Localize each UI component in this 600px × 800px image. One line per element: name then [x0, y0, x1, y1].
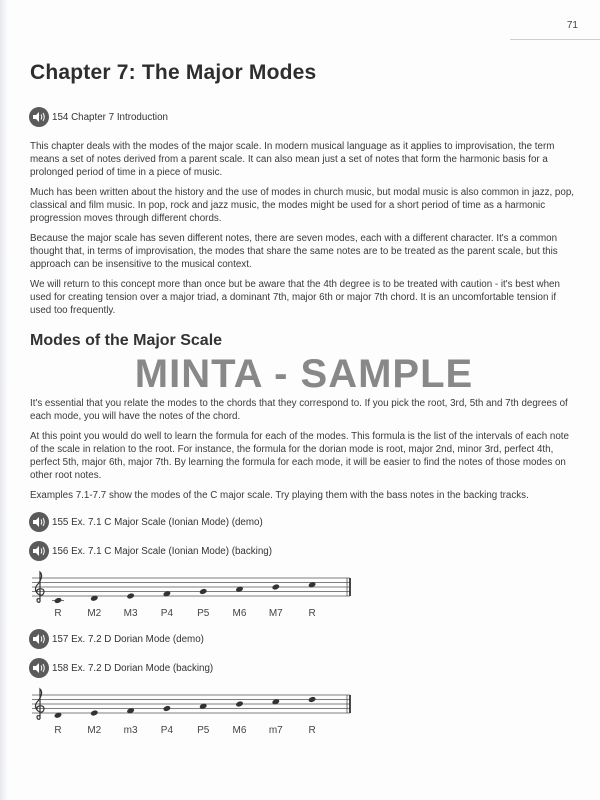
interval-label: R — [54, 725, 62, 736]
chapter-title: Chapter 7: The Major Modes — [30, 61, 317, 84]
watermark: MINTA - SAMPLE — [134, 352, 474, 396]
interval-label: m3 — [123, 725, 138, 736]
audio-track-label: 156 Ex. 7.1 C Major Scale (Ionian Mode) (backing) — [52, 545, 272, 557]
interval-label: P4 — [160, 608, 174, 619]
music-staff-c-ionian — [28, 568, 358, 622]
audio-track-155[interactable] — [29, 511, 578, 533]
interval-label: M6 — [232, 725, 247, 736]
audio-track-label: 155 Ex. 7.1 C Major Scale (Ionian Mode) (demo) — [52, 516, 263, 528]
interval-label: M2 — [87, 725, 102, 736]
note-head — [272, 584, 280, 591]
header-rule — [510, 39, 600, 40]
paragraph: This chapter deals with the modes of the major scale. In modern musical language as it applies to improvisation, the term means a set of notes derived from a parent scale. It can also mean just a set of notes that form the harmonic basis for a prolonged period of time in a piece of music. — [30, 141, 555, 178]
note-head — [126, 593, 134, 600]
paragraph: Because the major scale has seven different notes, there are seven modes, each with a different character. It's a common thought that, in terms of improvisation, the modes that share the same notes are to be treated as the parent scale, but this approach can be insensitive to the musical context. — [30, 233, 558, 270]
note-head — [235, 701, 243, 708]
note-head — [199, 588, 207, 595]
interval-label: M6 — [232, 608, 247, 619]
interval-label: P5 — [197, 725, 210, 736]
interval-label: M3 — [123, 608, 138, 619]
note-head — [90, 710, 98, 717]
music-staff-d-dorian — [28, 685, 358, 739]
note-head — [308, 696, 316, 703]
note-head — [54, 597, 62, 604]
interval-label: R — [308, 725, 316, 736]
audio-track-label: 157 Ex. 7.2 D Dorian Mode (demo) — [52, 633, 204, 645]
speaker-icon — [29, 541, 49, 561]
section-title: Modes of the Major Scale — [30, 332, 223, 349]
speaker-icon — [29, 629, 49, 649]
audio-track-158[interactable] — [29, 657, 578, 679]
paragraph: We will return to this concept more than once but be aware that the 4th degree is to be treated with caution - it's best when used for creating tension over a major triad, a dominant 7th, major 6th or major 7th chord. It is an uncomfortable tension if used too frequently. — [30, 279, 560, 316]
interval-label: R — [308, 608, 316, 619]
paragraph: Much has been written about the history and the use of modes in church music, but modal music is also common in jazz, pop, classical and film music. In pop, rock and jazz music, the modes might be used for a short period of time as a harmonic progression moves through different chords. — [30, 187, 574, 224]
audio-track-label: 158 Ex. 7.2 D Dorian Mode (backing) — [52, 662, 214, 674]
audio-track-154[interactable] — [29, 106, 578, 128]
speaker-icon — [29, 107, 49, 127]
paragraph: At this point you would do well to learn the formula for each of the modes. This formula is the list of the intervals of each note of the scale in relation to the root. For instance, the formula for the dorian mode is root, major 2nd, minor 3rd, perfect 4th, perfect 5th, major 6th, major 7th. By learning the formula for each mode, it will be easier to find the notes of those modes on other root notes. — [30, 431, 569, 481]
note-head — [163, 705, 171, 712]
page-number: 71 — [566, 20, 578, 31]
audio-track-label: 154 Chapter 7 Introduction — [52, 111, 169, 123]
audio-track-156[interactable] — [29, 540, 578, 562]
audio-track-157[interactable] — [29, 628, 578, 650]
interval-label: P5 — [197, 608, 210, 619]
interval-label: R — [54, 608, 62, 619]
interval-label: P4 — [160, 725, 174, 736]
paragraph: Examples 7.1-7.7 show the modes of the C major scale. Try playing them with the bass notes in the backing tracks. — [30, 490, 529, 501]
speaker-icon — [29, 658, 49, 678]
interval-label: M2 — [87, 608, 102, 619]
speaker-icon — [29, 512, 49, 532]
interval-label: m7 — [268, 725, 283, 736]
paragraph: It's essential that you relate the modes to the chords that they correspond to. If you pick the root, 3rd, 5th and 7th degrees of each mode, you will have the notes of the chord. — [30, 398, 568, 422]
interval-label: M7 — [268, 608, 283, 619]
page-edge-shadow — [0, 0, 8, 800]
